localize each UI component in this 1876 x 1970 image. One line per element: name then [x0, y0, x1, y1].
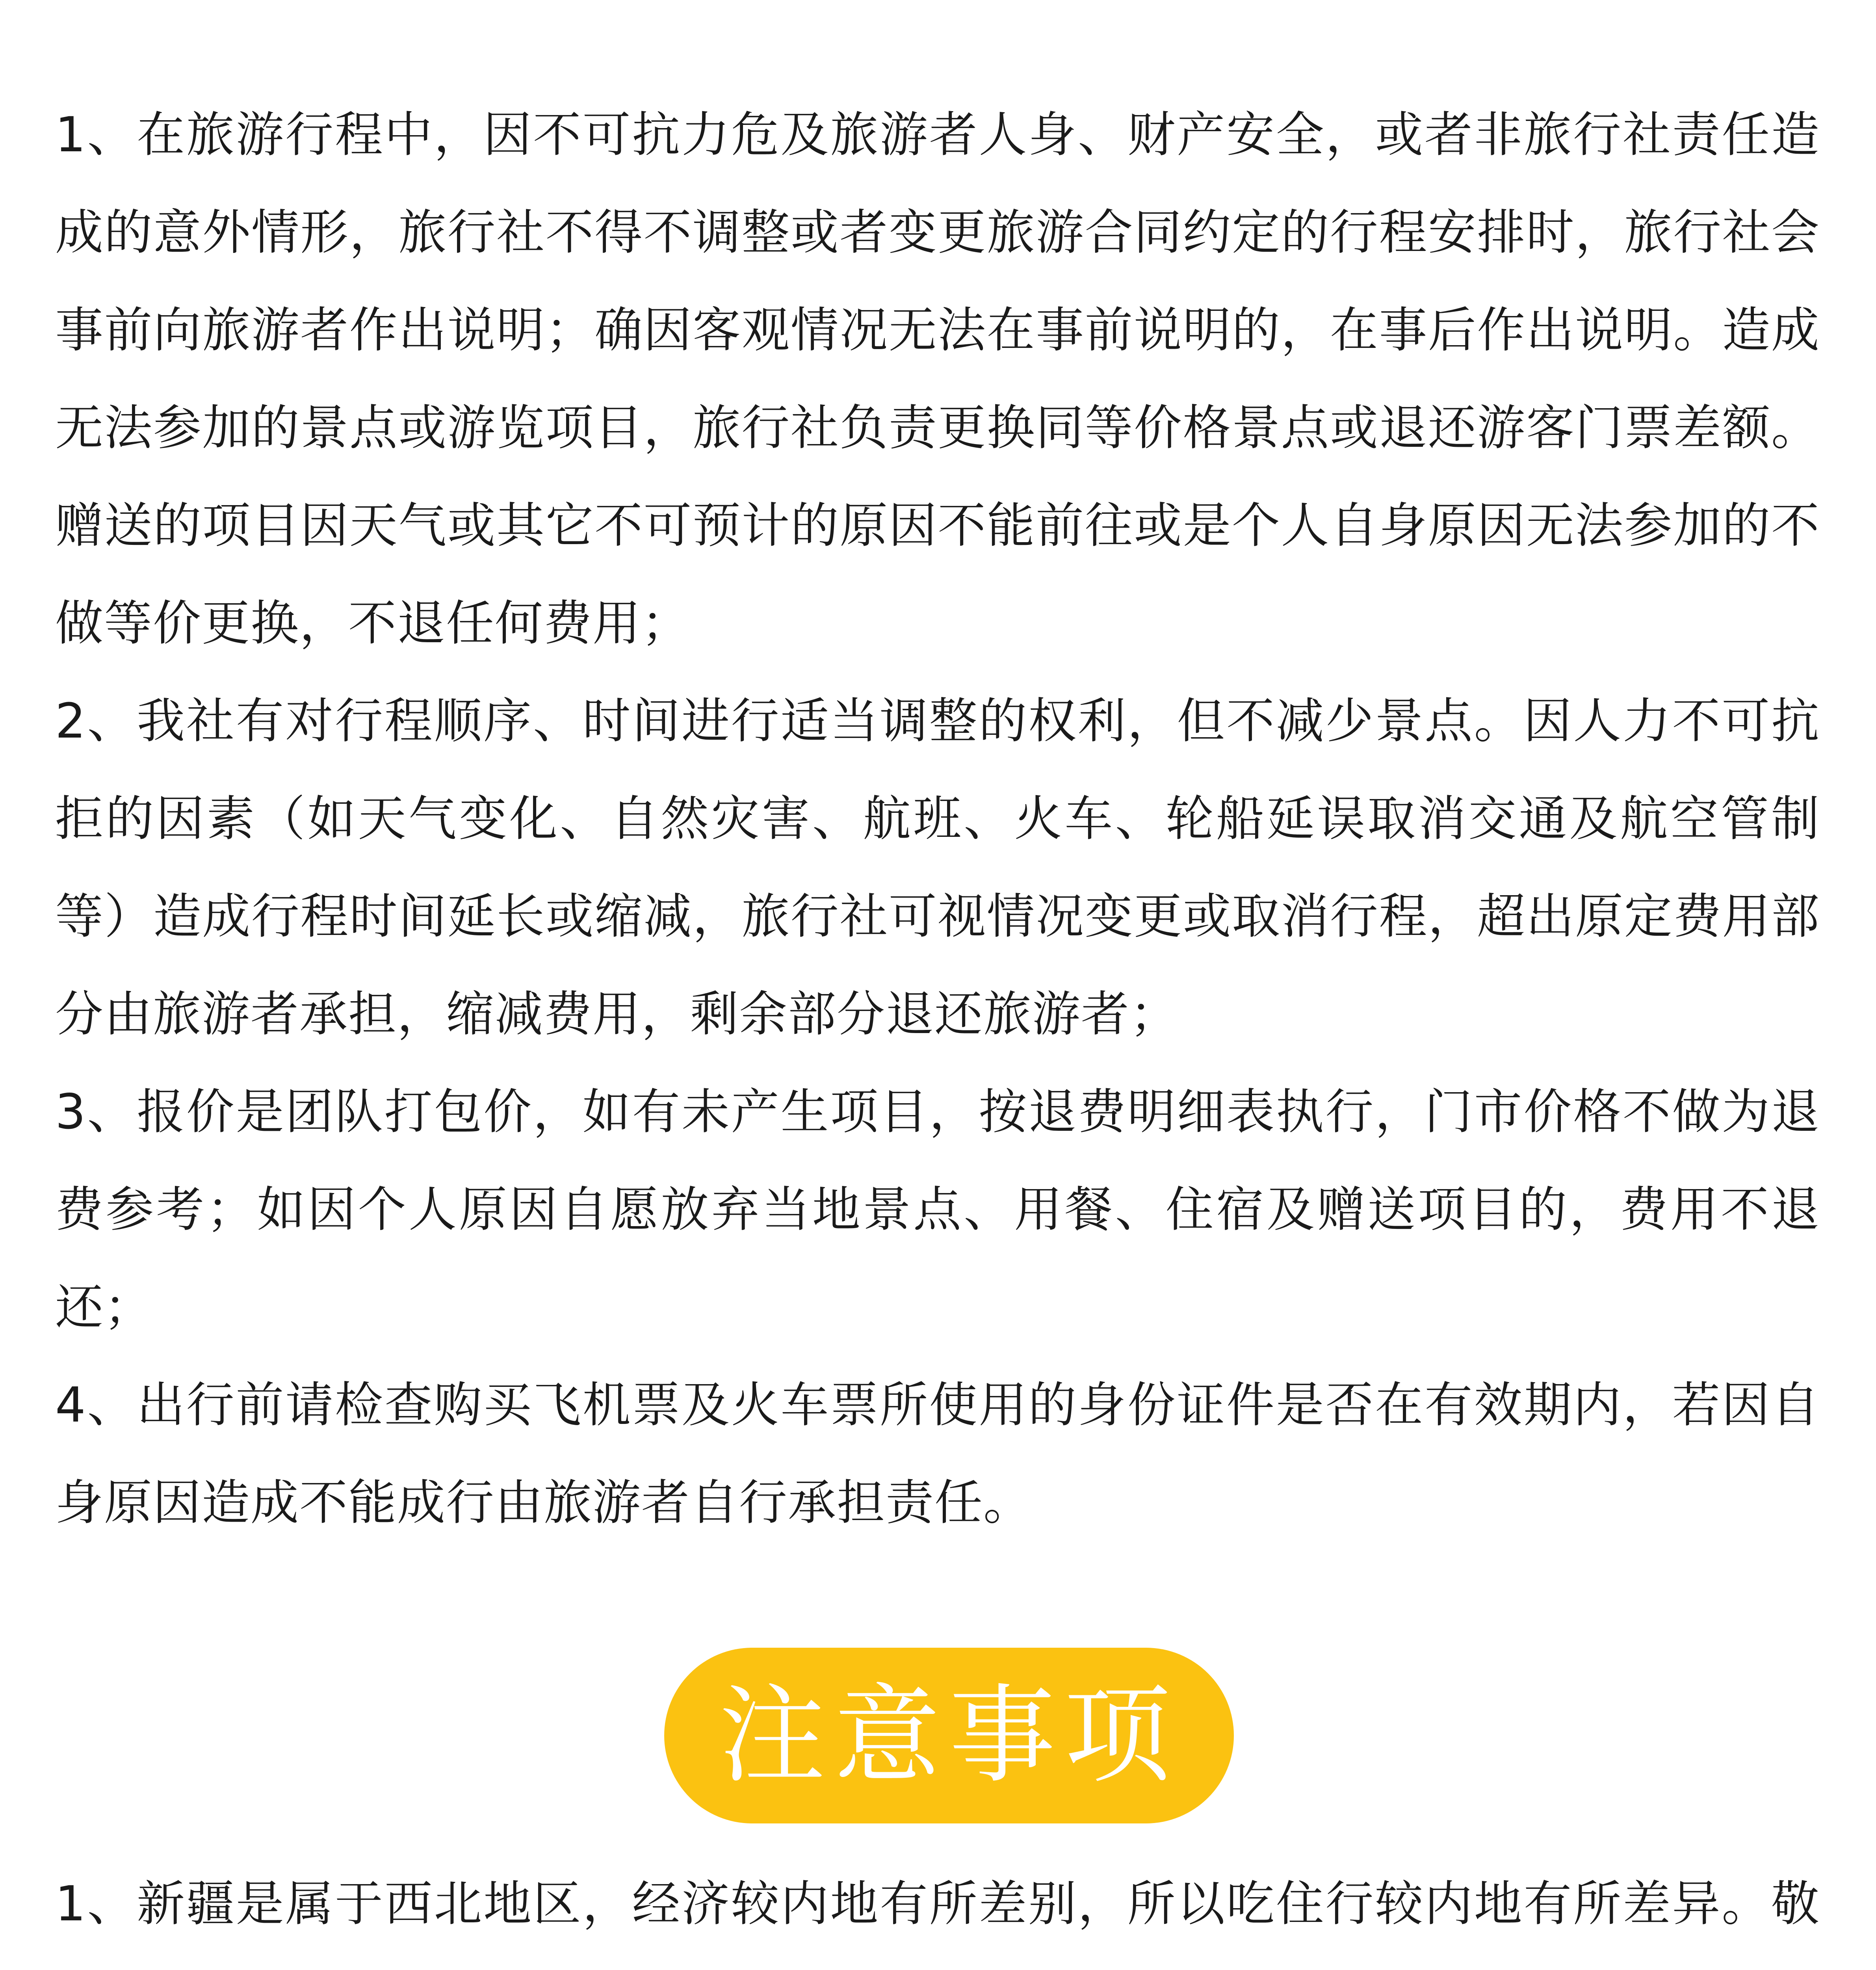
term-item-1: 1、在旅游行程中，因不可抗力危及旅游者人身、财产安全，或者非旅行社责任造成的意外情形，旅行社不得不调整或者变更旅游合同约定的行程安排时，旅行社会事前向旅游者作出说明；确因客观情况无法在事前说明的，在事后作出说明。造成无法参加的景点或游览项目，旅行社负责更换同等价格景点或退还游客门票差额。赠送的项目因天气或其它不可预计的原因不能前往或是个人自身原因无法参加的不做等价更换，不退任何费用；: [55, 107, 1820, 651]
notice-item-1: 1、新疆是属于西北地区，经济较内地有所差别，所以吃住行较内地有所差异。敬: [55, 1876, 1820, 1932]
notice-section-title: 注意事项: [719, 1673, 1179, 1797]
term-item-3: 3、报价是团队打包价，如有未产生项目，按退费明细表执行，门市价格不做为退费参考；如因个人原因自愿放弃当地景点、用餐、住宿及赠送项目的，费用不退还；: [55, 1084, 1820, 1335]
notice-section-body: [55, 1855, 1820, 1970]
term-item-4: 4、出行前请检查购买飞机票及火车票所使用的身份证件是否在有效期内，若因自身原因造成不能成行由旅游者自行承担责任。: [55, 1377, 1820, 1531]
notice-section-header: [664, 1648, 1234, 1823]
term-item-2: 2、我社有对行程顺序、时间进行适当调整的权利，但不减少景点。因人力不可抗拒的因素（如天气变化、自然灾害、航班、火车、轮船延误取消交通及航空管制等）造成行程时间延长或缩减，旅行社可视情况变更或取消行程，超出原定费用部分由旅游者承担，缩减费用，剩余部分退还旅游者；: [55, 693, 1820, 1042]
terms-section: [55, 86, 1820, 1552]
